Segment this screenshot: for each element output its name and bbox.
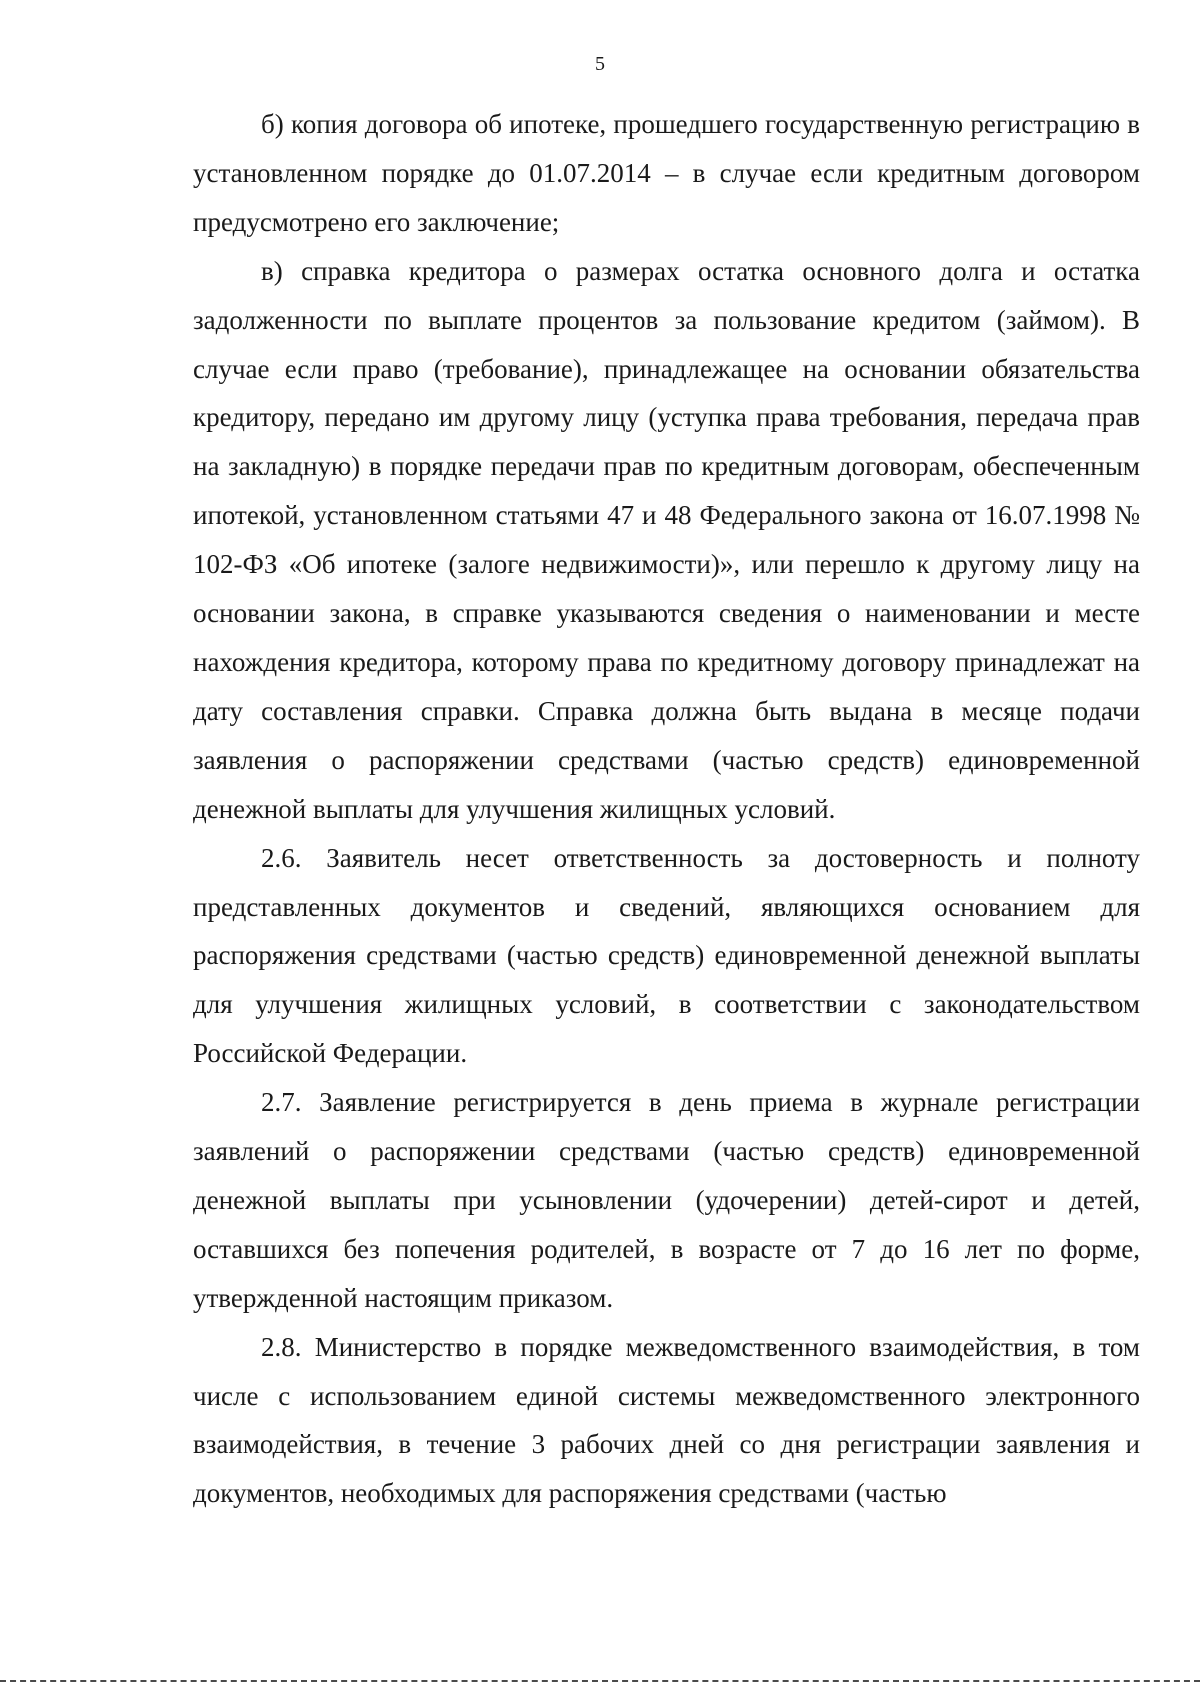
document-body [193, 100, 1140, 1518]
paragraph-b-mortgage-contract-copy: б) копия договора об ипотеке, прошедшего государственную регистрацию в установленном порядке до 01.07.2014 – в случае если кредитным договором предусмотрено его заключение; [193, 109, 1140, 237]
paragraph-2-8-ministry-interaction: 2.8. Министерство в порядке межведомственного взаимодействия, в том числе с использованием единой системы межведомственного электронного взаимодействия, в течение 3 рабочих дней со дня регистрации заявления и документов, необходимых для распоряжения средствами (частью [193, 1331, 1140, 1509]
paragraph-2-7-application-registration: 2.7. Заявление регистрируется в день приема в журнале регистрации заявлений о распоряжении средствами (частью средств) единовременной денежной выплаты при усыновлении (удочерении) детей-сирот и детей, оставшихся без попечения родителей, в возрасте от 7 до 16 лет по форме, утвержденной настоящим приказом. [193, 1087, 1140, 1313]
page-number: 5 [595, 53, 605, 75]
paragraph-v-creditor-certificate: в) справка кредитора о размерах остатка основного долга и остатка задолженности по выплате процентов за пользование кредитом (займом). В случае если право (требование), принадлежащее на основании обязательства кредитору, передано им другому лицу (уступка права требования, передача прав на закладную) в порядке передачи прав по кредитным договорам, обеспеченным ипотекой, установленном статьями 47 и 48 Федерального закона от 16.07.1998 № 102-ФЗ «Об ипотеке (залоге недвижимости)», или перешло к другому лицу на основании закона, в справке указываются сведения о наименовании и месте нахождения кредитора, которому права по кредитному договору принадлежат на дату составления справки. Справка должна быть выдана в месяце подачи заявления о распоряжении средствами (частью средств) единовременной денежной выплаты для улучшения жилищных условий. [193, 255, 1140, 824]
scan-edge-line [0, 1680, 1200, 1682]
paragraph-2-6-applicant-responsibility: 2.6. Заявитель несет ответственность за достоверность и полноту представленных документов и сведений, являющихся основанием для распоряжения средствами (частью средств) единовременной денежной выплаты для улучшения жилищных условий, в соответствии с законодательством Российской Федерации. [193, 842, 1140, 1069]
